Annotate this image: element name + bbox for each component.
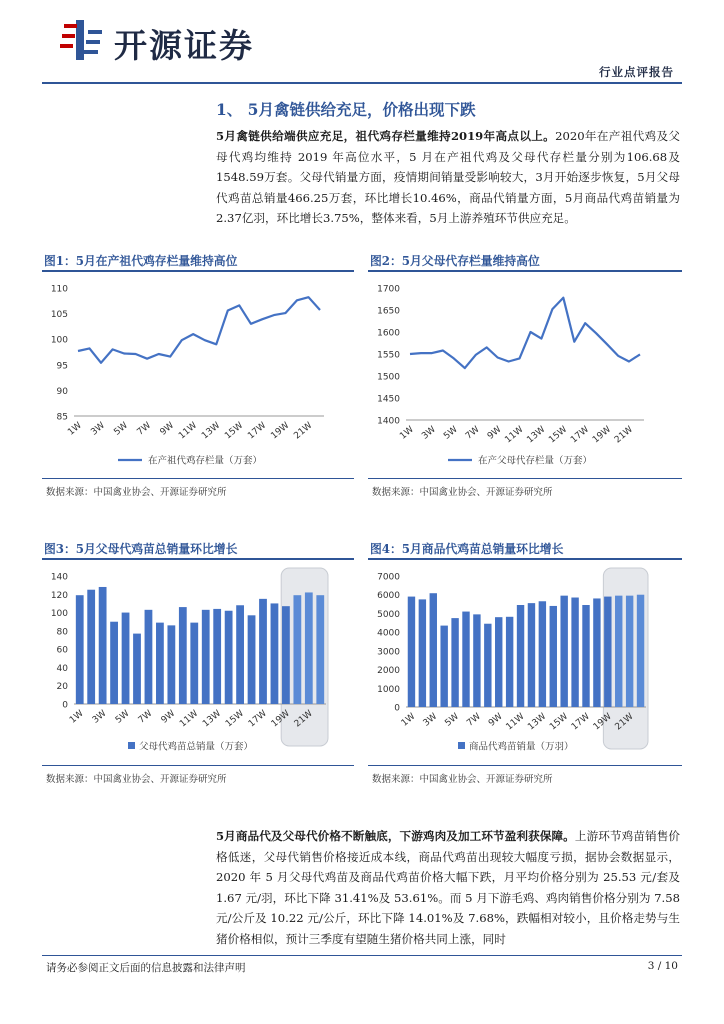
x-tick-label: 21W bbox=[612, 424, 635, 446]
bar bbox=[122, 613, 130, 704]
y-tick-label: 0 bbox=[394, 703, 400, 714]
y-tick-label: 1000 bbox=[377, 684, 400, 695]
bar bbox=[167, 625, 175, 704]
y-tick-label: 1650 bbox=[377, 306, 400, 317]
legend-bar-swatch bbox=[458, 742, 465, 749]
brand-logo bbox=[60, 18, 300, 65]
x-tick-label: 17W bbox=[246, 420, 269, 442]
figure-3-chart bbox=[42, 560, 354, 765]
figure-4-bottom-rule bbox=[368, 765, 682, 766]
bar bbox=[451, 618, 458, 707]
x-tick-label: 7W bbox=[136, 708, 155, 726]
x-tick-label: 15W bbox=[223, 708, 247, 730]
x-tick-label: 13W bbox=[525, 424, 548, 446]
y-tick-label: 60 bbox=[56, 645, 68, 656]
bar bbox=[550, 606, 557, 707]
paragraph-supply-lead: 5月禽链供给端供应充足，祖代鸡存栏量维持2019年高点以上。 bbox=[216, 129, 556, 143]
y-tick-label: 2000 bbox=[377, 666, 400, 677]
bar bbox=[156, 623, 164, 704]
x-tick-label: 7W bbox=[464, 424, 482, 442]
x-tick-label: 5W bbox=[442, 424, 460, 442]
header-divider bbox=[42, 82, 682, 84]
figure-1-title: 图1：5月在产祖代鸡存栏量维持高位 bbox=[44, 254, 238, 268]
bar bbox=[571, 598, 578, 707]
bar bbox=[179, 607, 187, 704]
x-tick-label: 5W bbox=[112, 420, 131, 438]
y-tick-label: 1550 bbox=[377, 350, 400, 361]
y-tick-label: 100 bbox=[50, 609, 68, 620]
figure-2-source: 数据来源：中国禽业协会、开源证券研究所 bbox=[372, 487, 553, 498]
bar bbox=[626, 596, 633, 707]
y-tick-label: 3000 bbox=[377, 647, 400, 658]
x-tick-label: 3W bbox=[420, 424, 438, 442]
bar bbox=[462, 612, 469, 707]
paragraph-price-body: 上游环节鸡苗销售价格低迷，父母代销售价格接近成本线，商品代鸡苗出现较大幅度亏损，据协会数据显示，2020 年 5 月父母代鸡苗及商品代鸡苗价格大幅下跌，月平均价格分别为 25.53 元/套及 1.67 元/羽，环比下降 31.41%及 53.61%。而 5 月下游毛鸡、鸡肉销售价格分别为 7.58 元/公斤及 10.22 元/公斤，环比下降 14.01%及 7.68%，跌幅相对较小，且价格走势与生猪价格相似，预计三季度有望随生猪价格共同上涨，同时 bbox=[216, 829, 680, 946]
x-tick-label: 17W bbox=[569, 424, 592, 446]
legend-label: 父母代鸡苗总销量（万套） bbox=[139, 741, 254, 753]
x-tick-label: 15W bbox=[547, 424, 570, 446]
x-tick-label: 21W bbox=[292, 708, 315, 730]
page-number: 3 / 10 bbox=[647, 960, 678, 972]
bar bbox=[473, 614, 480, 707]
y-tick-label: 0 bbox=[62, 700, 68, 711]
bar bbox=[225, 611, 233, 704]
bar bbox=[517, 605, 524, 707]
bar bbox=[248, 615, 256, 704]
x-tick-label: 9W bbox=[487, 711, 505, 729]
figure-2-chart bbox=[368, 272, 682, 478]
x-tick-label: 21W bbox=[613, 711, 636, 733]
x-tick-label: 1W bbox=[399, 711, 418, 729]
x-tick-label: 11W bbox=[177, 420, 200, 442]
x-tick-label: 7W bbox=[465, 711, 483, 729]
y-tick-label: 7000 bbox=[377, 572, 400, 583]
y-tick-label: 1500 bbox=[377, 372, 400, 383]
bar bbox=[637, 595, 644, 707]
y-tick-label: 1700 bbox=[377, 284, 400, 295]
bar bbox=[430, 593, 437, 707]
bar bbox=[259, 599, 267, 704]
bar bbox=[484, 624, 491, 707]
section-title: 1、 5月禽链供给充足，价格出现下跌 bbox=[216, 100, 476, 119]
bar bbox=[133, 634, 141, 704]
x-tick-label: 17W bbox=[569, 711, 592, 733]
brand-name: 开源证券 bbox=[114, 26, 254, 65]
figure-1-bottom-rule bbox=[42, 478, 354, 479]
figure-3-source: 数据来源：中国禽业协会、开源证券研究所 bbox=[46, 774, 227, 785]
paragraph-price-lead: 5月商品代及父母代价格不断触底，下游鸡肉及加工环节盈利获保障。 bbox=[216, 829, 575, 843]
x-tick-label: 15W bbox=[548, 711, 571, 733]
x-tick-label: 13W bbox=[201, 708, 224, 730]
bar bbox=[539, 601, 546, 707]
legend-label: 商品代鸡苗销量（万羽） bbox=[469, 741, 574, 753]
y-tick-label: 90 bbox=[56, 386, 68, 397]
bar bbox=[87, 590, 95, 704]
bar bbox=[190, 623, 198, 704]
bar bbox=[560, 596, 567, 707]
y-tick-label: 85 bbox=[56, 412, 68, 423]
bar bbox=[495, 617, 502, 707]
bar bbox=[305, 592, 313, 704]
report-type: 行业点评报告 bbox=[599, 65, 674, 79]
x-tick-label: 3W bbox=[90, 708, 109, 726]
bar bbox=[282, 606, 290, 704]
figure-2-title: 图2：5月父母代存栏量维持高位 bbox=[370, 254, 540, 268]
y-tick-label: 5000 bbox=[377, 609, 400, 620]
y-tick-label: 110 bbox=[50, 284, 68, 295]
series-line bbox=[410, 298, 640, 368]
bar bbox=[419, 599, 426, 707]
paragraph-supply-body: 2020年在产祖代鸡及父母代鸡均维持 2019 年高位水平，5 月在产祖代鸡及父母代存栏量分别为106.68及1548.59万套。父母代销量方面，疫情期间销量受影响较大，3月开始逐步恢复，5月父母代鸡苗总销量466.25万套，环比增长10.46%，商品代销量方面，5月商品代鸡苗销量为2.37亿羽，环比增长3.75%，整体来看，5月上游养殖环节供应充足。 bbox=[216, 129, 680, 225]
figure-4-source: 数据来源：中国禽业协会、开源证券研究所 bbox=[372, 774, 553, 785]
legend-label: 在产父母代存栏量（万套） bbox=[478, 455, 593, 467]
y-tick-label: 4000 bbox=[377, 628, 400, 639]
x-tick-label: 11W bbox=[503, 424, 526, 446]
y-tick-label: 1400 bbox=[377, 416, 400, 427]
y-tick-label: 100 bbox=[50, 335, 68, 346]
bar bbox=[582, 605, 589, 707]
x-tick-label: 7W bbox=[135, 420, 154, 438]
x-tick-label: 9W bbox=[485, 424, 504, 442]
x-tick-label: 13W bbox=[200, 420, 223, 442]
y-tick-label: 6000 bbox=[377, 591, 400, 602]
figure-1-source: 数据来源：中国禽业协会、开源证券研究所 bbox=[46, 487, 227, 498]
bar bbox=[615, 596, 622, 707]
bar bbox=[213, 609, 221, 704]
x-tick-label: 11W bbox=[178, 708, 201, 730]
x-tick-label: 19W bbox=[591, 711, 614, 733]
x-tick-label: 13W bbox=[526, 711, 549, 733]
x-tick-label: 19W bbox=[269, 420, 292, 442]
x-tick-label: 9W bbox=[159, 708, 178, 726]
y-tick-label: 20 bbox=[56, 682, 68, 693]
bar bbox=[110, 622, 118, 704]
x-tick-label: 15W bbox=[223, 420, 246, 442]
y-tick-label: 40 bbox=[56, 663, 68, 674]
brand-mark-icon bbox=[60, 18, 108, 62]
x-tick-label: 3W bbox=[89, 420, 107, 438]
figure-4-title: 图4：5月商品代鸡苗总销量环比增长 bbox=[370, 542, 564, 556]
x-tick-label: 9W bbox=[158, 420, 177, 438]
bar bbox=[271, 603, 279, 704]
x-tick-label: 3W bbox=[421, 711, 440, 729]
bar bbox=[99, 587, 107, 704]
figure-3-bottom-rule bbox=[42, 765, 354, 766]
figure-4-chart bbox=[368, 560, 682, 765]
series-line bbox=[78, 297, 320, 363]
legend-label: 在产祖代鸡存栏量（万套） bbox=[148, 455, 263, 467]
figure-3-title: 图3：5月父母代鸡苗总销量环比增长 bbox=[44, 542, 238, 556]
x-tick-label: 1W bbox=[68, 708, 86, 726]
x-tick-label: 17W bbox=[246, 708, 269, 730]
paragraph-supply bbox=[216, 126, 680, 229]
x-tick-label: 1W bbox=[398, 424, 416, 442]
y-tick-label: 120 bbox=[50, 590, 68, 601]
bar bbox=[528, 603, 535, 707]
paragraph-price bbox=[216, 826, 680, 949]
x-tick-label: 5W bbox=[443, 711, 462, 729]
legend-bar-swatch bbox=[128, 742, 135, 749]
y-tick-label: 140 bbox=[50, 572, 68, 583]
x-tick-label: 19W bbox=[591, 424, 614, 446]
x-tick-label: 19W bbox=[269, 708, 292, 730]
bar bbox=[408, 597, 415, 707]
bar bbox=[316, 595, 324, 704]
footer-disclaimer: 请务必参阅正文后面的信息披露和法律声明 bbox=[46, 962, 246, 974]
bar bbox=[293, 595, 301, 704]
figure-1-chart bbox=[42, 272, 354, 478]
footer-divider bbox=[42, 955, 682, 956]
y-tick-label: 1600 bbox=[377, 328, 400, 339]
y-tick-label: 80 bbox=[56, 627, 68, 638]
figure-2-bottom-rule bbox=[368, 478, 682, 479]
bar bbox=[593, 598, 600, 707]
x-tick-label: 21W bbox=[292, 420, 315, 442]
bar bbox=[145, 610, 153, 704]
x-tick-label: 11W bbox=[504, 711, 527, 733]
x-tick-label: 5W bbox=[113, 708, 132, 726]
bar bbox=[440, 626, 447, 707]
x-tick-label: 1W bbox=[66, 420, 84, 438]
bar bbox=[604, 597, 611, 707]
y-tick-label: 95 bbox=[56, 361, 68, 372]
bar bbox=[506, 617, 513, 707]
bar bbox=[76, 595, 84, 704]
bar bbox=[202, 610, 210, 704]
bar bbox=[236, 605, 244, 704]
y-tick-label: 105 bbox=[50, 310, 68, 321]
y-tick-label: 1450 bbox=[377, 394, 400, 405]
